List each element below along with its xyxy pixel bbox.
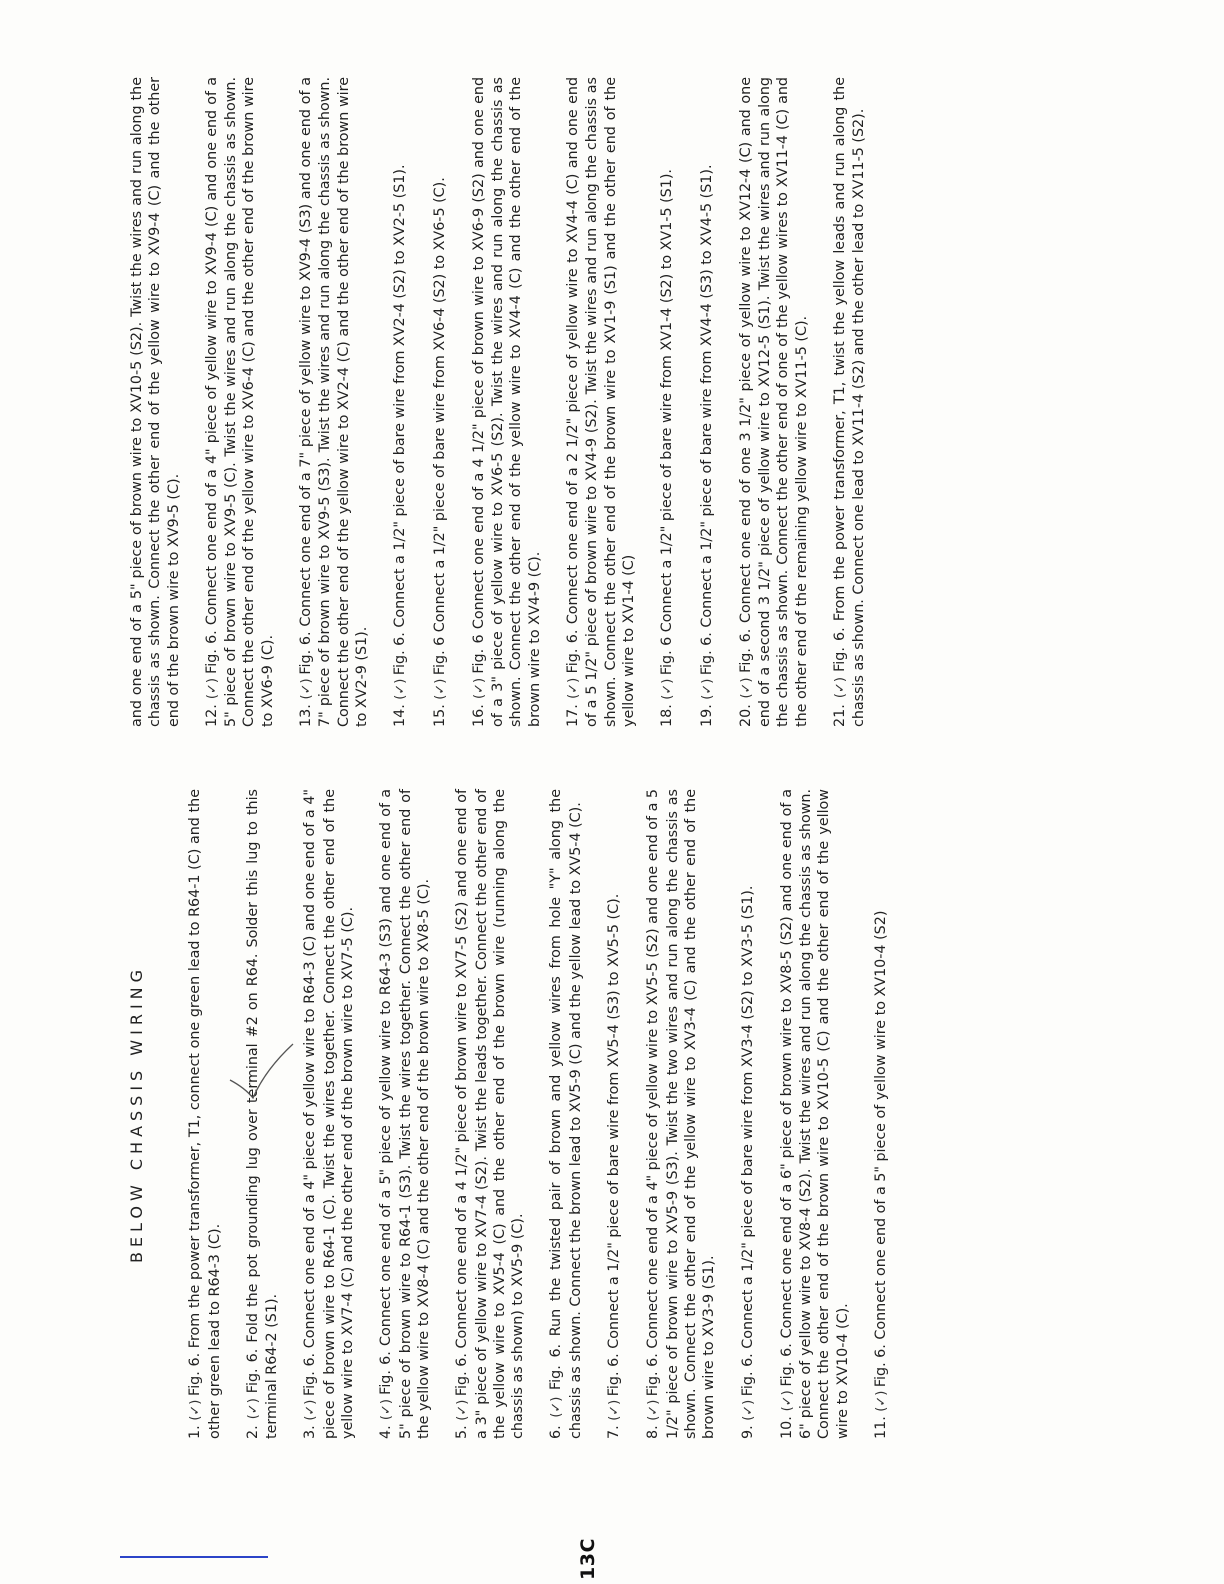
checkbox-mark-icon[interactable]: (✓): [833, 677, 849, 699]
wiring-step: [391, 77, 410, 727]
step-text: Fig. 6. Connect one end of a 4" piece of yellow wire to R64-3 (C) and one end of a 4" piece of brown wire to R64-1 (C). Twist the wires together. Connect the other end of the yellow wire to XV7-4 (C) and the other end of the brown wire to XV7-5 (C).: [302, 788, 357, 1439]
wiring-step: [739, 789, 758, 1439]
wiring-step: [453, 789, 527, 1439]
step-text: Fig. 6. Connect one end of a 7" piece of yellow wire to XV9-4 (S3) and one end of a 7" piece of brown wire to XV9-5 (S3). Twist the wires and run along the chassis as shown. Connect the other end of the yellow wire to XV2-4 (C) and the other end of the brown wire to XV2-9 (S1).: [298, 76, 370, 727]
step-text: Fig. 6 Connect a 1/2" piece of bare wire from XV1-4 (S2) to XV1-5 (S1).: [659, 169, 676, 676]
step-number: 12.: [203, 704, 220, 727]
left-steps-list: [186, 789, 891, 1439]
step-number: 6.: [548, 1425, 565, 1439]
step-text: Fig. 6. Connect one end of a 5" piece of yellow wire to R64-3 (S3) and one end of a 5" piece of brown wire to R64-1 (S3). Twist the wires together. Connect the other end of the yellow wire to XV8-4 (C) and the other end of the brown wire to XV8-5 (C).: [378, 788, 432, 1439]
step-text: Fig. 6. Connect one end of a 2 1/2" piece of yellow wire to XV4-4 (C) and one end of a 5 1/2" piece of brown wire to XV4-9 (S2). Twist the wires and run along the chassis as shown. Connect the other end of the brown wire to XV1-9 (S1) and the other end of the yellow wire to XV1-4 (C): [565, 76, 637, 727]
checkbox-mark-icon[interactable]: (✓): [303, 1399, 319, 1421]
checkbox-mark-icon[interactable]: (✓): [393, 678, 409, 700]
step-number: 21.: [832, 704, 849, 727]
step-text: Fig. 6. Connect a 1/2" piece of bare wire from XV2-4 (S2) to XV2-5 (S1).: [392, 164, 409, 676]
wiring-step: [564, 77, 638, 727]
step-text: and one end of a 5" piece of brown wire to XV10-5 (S2). Twist the wires and run along the chassis as shown. Connect the other end of the yellow wire to XV9-4 (C) and the other end of the brown wire to XV9-5 (C).: [129, 77, 182, 727]
step-text: Fig. 6. Connect a 1/2" piece of bare wire from XV4-4 (S3) to XV4-5 (S1).: [698, 164, 715, 676]
wiring-step: [872, 789, 891, 1439]
step-number: 17.: [565, 704, 582, 727]
wiring-step: [244, 789, 282, 1439]
wiring-step: [186, 789, 224, 1439]
page-number: 13C: [577, 1538, 599, 1580]
step-text: Fig. 6. Connect one end of a 6" piece of brown wire to XV8-5 (S2) and one end of a 6" piece of yellow wire to XV8-4 (S2). Twist the wires and run along the chassis as shown. Connect the other end of the brown wire to XV10-5 (C) and the other end of the yellow wire to XV10-4 (C).: [778, 788, 851, 1439]
wiring-step: [547, 789, 585, 1439]
step-number: 16.: [470, 704, 487, 727]
step-text: Fig. 6. From the power transformer, T1, twist the yellow leads and run along the chassis as shown. Connect one lead to XV11-4 (S2) and the other lead to XV11-5 (S2).: [832, 77, 868, 727]
section-title: BELOW CHASSIS WIRING: [127, 964, 146, 1264]
step-number: 19.: [698, 704, 715, 727]
wiring-step: [203, 77, 277, 727]
step-text: Fig. 6. Connect a 1/2" piece of bare wire from XV3-4 (S2) to XV3-5 (S1).: [739, 885, 756, 1397]
step-text: Fig. 6. Run the twisted pair of brown and yellow wires from hole "Y" along the chassis as shown. Connect the brown lead to XV5-9 (C) and the yellow lead to XV5-4 (C).: [548, 789, 584, 1439]
right-steps-list: [128, 77, 869, 727]
left-column: [128, 789, 911, 1439]
checkbox-mark-icon[interactable]: (✓): [699, 678, 715, 700]
step-number: 10.: [778, 1416, 795, 1439]
wiring-step: [658, 77, 677, 727]
step-number: 4.: [378, 1425, 395, 1439]
checkbox-mark-icon[interactable]: (✓): [660, 678, 676, 700]
scan-underline-rule: [120, 1556, 268, 1558]
wiring-step: [605, 789, 624, 1439]
wiring-step: [377, 789, 433, 1439]
wiring-step: [297, 77, 371, 727]
checkbox-mark-icon[interactable]: (✓): [188, 1399, 204, 1421]
step-number: 15.: [431, 704, 448, 727]
wiring-step: [644, 789, 718, 1439]
wiring-step: [831, 77, 869, 727]
checkbox-mark-icon[interactable]: (✓): [432, 678, 448, 700]
step-text: Fig. 6 Connect a 1/2" piece of bare wire from XV6-4 (S2) to XV6-5 (C).: [431, 177, 448, 676]
right-column: [128, 77, 889, 727]
step-number: 9.: [739, 1425, 756, 1439]
checkbox-mark-icon[interactable]: (✓): [779, 1390, 795, 1412]
step-text: Fig. 6. Connect one end of a 4 1/2" piece of brown wire to XV7-5 (S2) and one end of a 3" piece of yellow wire to XV7-4 (S2). Twist the leads together. Connect the other end of the yellow wire to XV5-4 (C) and the other end of the brown wire (running along the chassis as shown) to XV5-9 (C).: [454, 789, 527, 1439]
step-text: Fig. 6. From the power transformer, T1, connect one green lead to R64-1 (C) and the other green lead to R64-3 (C).: [187, 788, 223, 1439]
wiring-step: [737, 77, 811, 727]
step-number: 20.: [737, 704, 754, 727]
checkbox-mark-icon[interactable]: (✓): [455, 1399, 471, 1421]
checkbox-mark-icon[interactable]: (✓): [549, 1396, 565, 1418]
checkbox-mark-icon[interactable]: (✓): [738, 677, 754, 699]
checkbox-mark-icon[interactable]: (✓): [740, 1399, 756, 1421]
step-text: Fig. 6. Connect one end of a 4" piece of yellow wire to XV5-5 (S2) and one end of a 5 1/2" piece of brown wire to XV5-9 (S3). Twist the two wires and run along the chassis as shown. Connect the other end of the yellow wire to XV3-4 (C) and the other end of the brown wire to XV3-9 (S1).: [645, 788, 718, 1439]
step-text: Fig. 6. Connect a 1/2" piece of bare wire from XV5-4 (S3) to XV5-5 (C).: [606, 893, 623, 1397]
step-text: Fig. 6. Connect one end of one 3 1/2" piece of yellow wire to XV12-4 (C) and one end of a second 3 1/2" piece of yellow wire to XV12-5 (S1). Twist the wires and run along the chassis as shown. Connect the other end of one of the yellow wires to XV11-4 (C) and the other end of the remaining yellow wire to XV11-5 (C).: [737, 76, 810, 727]
wiring-step: [431, 77, 450, 727]
wiring-step: [128, 77, 183, 727]
checkbox-mark-icon[interactable]: (✓): [204, 678, 220, 700]
checkbox-mark-icon[interactable]: (✓): [245, 1398, 261, 1420]
checkbox-mark-icon[interactable]: (✓): [607, 1399, 623, 1421]
step-text: Fig. 6 Connect one end of a 4 1/2" piece of brown wire to XV6-9 (S2) and one end of a 3" piece of yellow wire to XV6-5 (S2). Twist the wires and run along the chassis as shown. Connect the other end of the yellow wire to XV4-4 (C) and the other end of the brown wire to XV4-9 (C).: [470, 76, 543, 727]
checkbox-mark-icon[interactable]: (✓): [379, 1399, 395, 1421]
step-number: 11.: [873, 1416, 890, 1439]
step-number: 1.: [187, 1425, 204, 1439]
step-number: 18.: [659, 704, 676, 727]
step-text: Fig. 6. Connect one end of a 4" piece of yellow wire to XV9-4 (C) and one end of a 5" piece of brown wire to XV9-5 (C). Twist the wires and run along the chassis as shown. Connect the other end of the yellow wire to XV6-4 (C) and the other end of the brown wire to XV6-9 (C).: [203, 76, 276, 727]
step-number: 3.: [302, 1425, 319, 1439]
step-number: 5.: [454, 1425, 471, 1439]
step-number: 13.: [298, 704, 315, 727]
step-number: 14.: [392, 704, 409, 727]
step-number: 8.: [645, 1425, 662, 1439]
checkbox-mark-icon[interactable]: (✓): [471, 677, 487, 699]
checkbox-mark-icon[interactable]: (✓): [299, 678, 315, 700]
wiring-step: [778, 789, 852, 1439]
checkbox-mark-icon[interactable]: (✓): [566, 677, 582, 699]
step-number: 7.: [606, 1425, 623, 1439]
handwritten-check-mark: [225, 1040, 295, 1100]
wiring-step: [698, 77, 717, 727]
wiring-step: [301, 789, 357, 1439]
step-number: 2.: [244, 1425, 261, 1439]
checkbox-mark-icon[interactable]: (✓): [874, 1390, 890, 1412]
step-text: Fig. 6. Connect one end of a 5" piece of yellow wire to XV10-4 (S2): [873, 910, 890, 1388]
wiring-step: [470, 77, 544, 727]
checkbox-mark-icon[interactable]: (✓): [646, 1399, 662, 1421]
step-text: Fig. 6. Fold the pot grounding lug over terminal #2 on R64. Solder this lug to this terminal R64-2 (S1).: [244, 789, 281, 1439]
